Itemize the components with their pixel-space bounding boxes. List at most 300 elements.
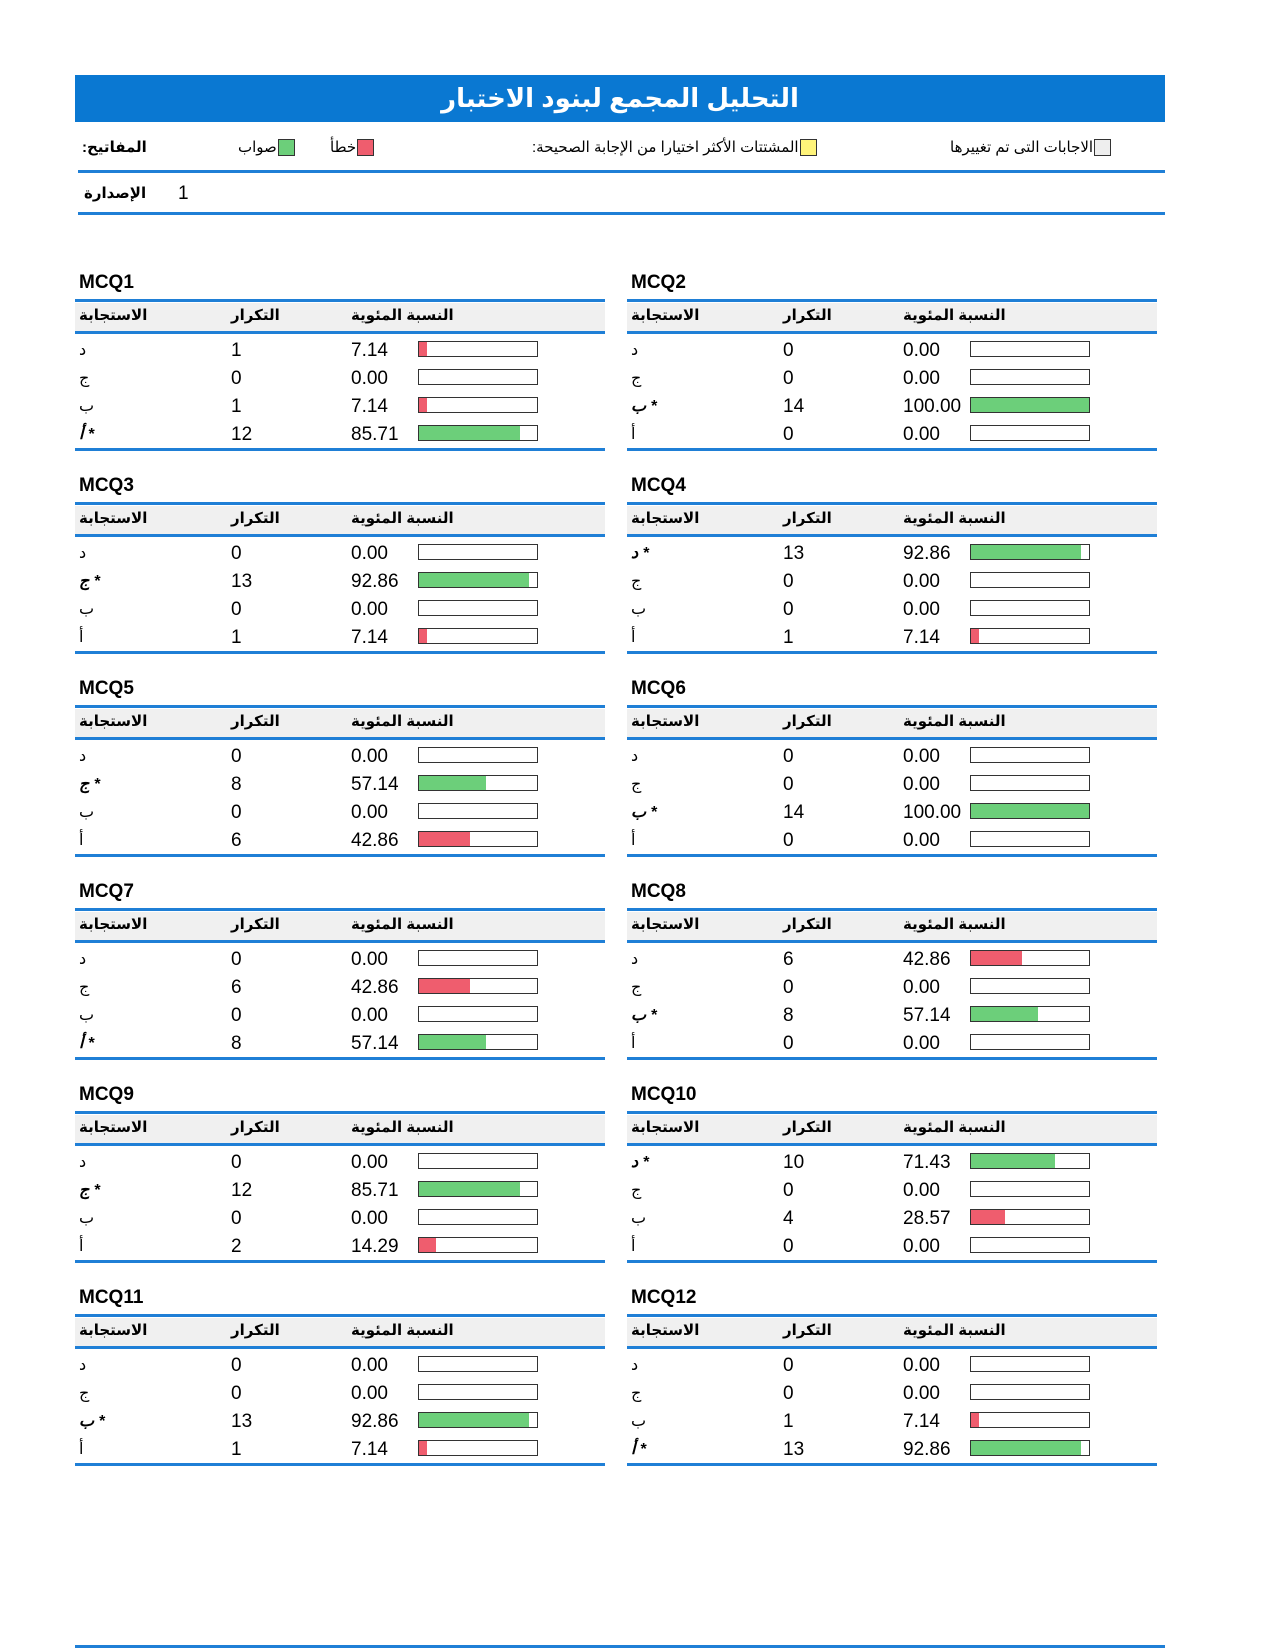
response-percent: 100.00 [903, 802, 962, 823]
percent-bar [970, 1237, 1090, 1253]
percent-bar [970, 1034, 1090, 1050]
percent-bar [418, 1209, 538, 1225]
percent-bar-fill [971, 545, 1081, 559]
question-panel [627, 475, 1157, 665]
response-row [627, 392, 1157, 420]
question-header-rule [627, 534, 1157, 537]
response-count: 0 [783, 368, 794, 389]
response-row [627, 364, 1157, 392]
percent-bar-fill [419, 832, 470, 846]
response-row [75, 567, 605, 595]
response-row [627, 945, 1157, 973]
percent-bar-fill [971, 1210, 1005, 1224]
response-count: 14 [783, 802, 805, 823]
response-percent: 57.14 [351, 774, 399, 795]
legend-label: :المفاتيح [82, 139, 147, 156]
question-top-rule [75, 1314, 605, 1317]
response-percent: 71.43 [903, 1152, 951, 1173]
legend-changed [950, 138, 1111, 156]
response-percent: 0.00 [903, 368, 940, 389]
question-panel [627, 678, 1157, 868]
response-option: ب [631, 601, 647, 618]
response-option: ج [631, 573, 642, 590]
percent-bar [418, 628, 538, 644]
response-percent: 0.00 [903, 424, 940, 445]
response-row [627, 539, 1157, 567]
question-header-rule [627, 1346, 1157, 1349]
response-percent: 0.00 [903, 1033, 940, 1054]
response-count: 1 [783, 1411, 794, 1432]
response-row [75, 945, 605, 973]
response-percent: 92.86 [351, 1411, 399, 1432]
question-panel [75, 881, 605, 1071]
percent-bar [970, 1440, 1090, 1456]
response-option: ج [79, 1385, 90, 1402]
response-count: 0 [231, 1208, 242, 1229]
header-percent: النسبة المئوية [903, 510, 1006, 527]
header-count: التكرار [231, 713, 280, 730]
response-percent: 0.00 [903, 774, 940, 795]
legend-wrong-swatch [357, 139, 374, 156]
response-count: 1 [231, 396, 242, 417]
response-row [627, 1001, 1157, 1029]
percent-bar-fill [971, 1413, 979, 1427]
response-option: د * [631, 1154, 649, 1171]
question-header [75, 1318, 605, 1346]
question-header-rule [627, 1143, 1157, 1146]
question-bottom-rule [75, 854, 605, 857]
question-header-rule [75, 1346, 605, 1349]
response-count: 8 [231, 774, 242, 795]
response-count: 8 [231, 1033, 242, 1054]
response-option: أ [79, 1238, 84, 1255]
question-bottom-rule [627, 1057, 1157, 1060]
response-count: 6 [231, 977, 242, 998]
response-option: ب [79, 601, 95, 618]
response-count: 10 [783, 1152, 805, 1173]
header-response: الاستجابة [631, 510, 700, 527]
percent-bar-fill [419, 1441, 427, 1455]
header-response: الاستجابة [631, 713, 700, 730]
header-response: الاستجابة [631, 916, 700, 933]
question-top-rule [627, 1111, 1157, 1114]
response-option: أ [79, 1441, 84, 1458]
response-percent: 0.00 [351, 543, 388, 564]
response-row [75, 1435, 605, 1463]
response-percent: 42.86 [351, 830, 399, 851]
response-count: 0 [783, 1355, 794, 1376]
legend-wrong [330, 138, 374, 156]
question-top-rule [627, 1314, 1157, 1317]
question-bottom-rule [75, 1260, 605, 1263]
header-count: التكرار [231, 307, 280, 324]
response-option: ب [79, 1210, 95, 1227]
question-panel [75, 475, 605, 665]
response-percent: 57.14 [903, 1005, 951, 1026]
legend-correct-swatch [278, 139, 295, 156]
response-percent: 7.14 [903, 627, 940, 648]
report-title: التحليل المجمع لبنود الاختبار [75, 75, 1165, 122]
percent-bar [970, 1006, 1090, 1022]
response-option: ج [79, 370, 90, 387]
response-percent: 0.00 [903, 830, 940, 851]
percent-bar [418, 1006, 538, 1022]
percent-bar-fill [971, 1441, 1081, 1455]
percent-bar [418, 544, 538, 560]
response-row [627, 1176, 1157, 1204]
percent-bar-fill [419, 1035, 486, 1049]
question-panel [75, 1084, 605, 1274]
response-option: د [79, 748, 87, 765]
percent-bar-fill [971, 1154, 1055, 1168]
response-count: 0 [231, 802, 242, 823]
response-row [627, 1029, 1157, 1057]
percent-bar [970, 1412, 1090, 1428]
question-title: MCQ8 [631, 881, 686, 902]
question-bottom-rule [627, 1260, 1157, 1263]
percent-bar-fill [419, 426, 520, 440]
response-percent: 0.00 [903, 1180, 940, 1201]
response-row [627, 1148, 1157, 1176]
legend [80, 130, 1150, 170]
header-response: الاستجابة [79, 713, 148, 730]
percent-bar-fill [971, 1007, 1038, 1021]
question-header-rule [75, 940, 605, 943]
question-header [627, 1115, 1157, 1143]
legend-distractor [532, 138, 817, 156]
response-row [75, 1351, 605, 1379]
percent-bar [418, 775, 538, 791]
percent-bar [418, 600, 538, 616]
percent-bar-fill [971, 629, 979, 643]
percent-bar-fill [419, 573, 529, 587]
percent-bar [970, 1384, 1090, 1400]
legend-distractor-swatch [800, 139, 817, 156]
response-row [627, 623, 1157, 651]
question-panel [75, 678, 605, 868]
response-option: ج * [79, 776, 100, 793]
question-header [75, 1115, 605, 1143]
percent-bar [418, 1181, 538, 1197]
response-option: أ * [79, 426, 95, 443]
response-percent: 7.14 [351, 396, 388, 417]
question-top-rule [627, 299, 1157, 302]
question-header [627, 506, 1157, 534]
response-percent: 0.00 [351, 746, 388, 767]
response-row [75, 539, 605, 567]
response-percent: 7.14 [903, 1411, 940, 1432]
response-option: ب [79, 804, 95, 821]
response-option: ب [79, 398, 95, 415]
response-row [75, 1407, 605, 1435]
response-percent: 0.00 [351, 1355, 388, 1376]
response-count: 0 [231, 746, 242, 767]
response-row [75, 1232, 605, 1260]
response-row [627, 595, 1157, 623]
response-option: ج [631, 979, 642, 996]
percent-bar [970, 775, 1090, 791]
response-option: أ [631, 1035, 636, 1052]
response-count: 2 [231, 1236, 242, 1257]
response-count: 1 [231, 340, 242, 361]
response-percent: 57.14 [351, 1033, 399, 1054]
question-title: MCQ7 [79, 881, 134, 902]
question-header [75, 709, 605, 737]
percent-bar [418, 831, 538, 847]
response-percent: 85.71 [351, 424, 399, 445]
percent-bar-fill [419, 1413, 529, 1427]
response-row [627, 420, 1157, 448]
response-row [627, 336, 1157, 364]
question-header-rule [627, 331, 1157, 334]
header-response: الاستجابة [79, 307, 148, 324]
response-option: ج * [79, 573, 100, 590]
header-response: الاستجابة [79, 1322, 148, 1339]
response-percent: 7.14 [351, 1439, 388, 1460]
percent-bar [970, 1153, 1090, 1169]
response-row [627, 770, 1157, 798]
percent-bar [970, 803, 1090, 819]
response-row [627, 826, 1157, 854]
percent-bar [970, 978, 1090, 994]
legend-divider [78, 170, 1165, 173]
response-row [75, 973, 605, 1001]
response-count: 6 [231, 830, 242, 851]
response-percent: 0.00 [903, 340, 940, 361]
response-percent: 42.86 [903, 949, 951, 970]
question-title: MCQ11 [79, 1287, 144, 1308]
response-percent: 14.29 [351, 1236, 399, 1257]
response-option: ج [631, 370, 642, 387]
question-title: MCQ6 [631, 678, 686, 699]
question-header-rule [75, 1143, 605, 1146]
legend-wrong-label: خطأ [330, 139, 357, 156]
response-row [627, 567, 1157, 595]
response-option: د [631, 342, 639, 359]
question-panel [627, 272, 1157, 462]
response-option: أ [79, 629, 84, 646]
response-percent: 0.00 [351, 949, 388, 970]
question-title: MCQ5 [79, 678, 134, 699]
question-header [627, 303, 1157, 331]
header-percent: النسبة المئوية [351, 713, 454, 730]
header-percent: النسبة المئوية [351, 307, 454, 324]
response-percent: 100.00 [903, 396, 962, 417]
header-count: التكرار [231, 1322, 280, 1339]
response-row [75, 826, 605, 854]
percent-bar [970, 1181, 1090, 1197]
response-percent: 85.71 [351, 1180, 399, 1201]
legend-changed-swatch [1094, 139, 1111, 156]
response-row [627, 742, 1157, 770]
header-percent: النسبة المئوية [351, 916, 454, 933]
response-option: ب * [79, 1413, 105, 1430]
header-percent: النسبة المئوية [903, 1119, 1006, 1136]
response-percent: 0.00 [351, 802, 388, 823]
response-count: 0 [231, 599, 242, 620]
response-percent: 0.00 [903, 1355, 940, 1376]
response-option: د [79, 951, 87, 968]
percent-bar [970, 1209, 1090, 1225]
response-row [75, 1379, 605, 1407]
response-percent: 0.00 [351, 599, 388, 620]
legend-changed-label: الاجابات التى تم تغييرها [950, 139, 1094, 156]
response-option: ب * [631, 804, 657, 821]
percent-bar [970, 1356, 1090, 1372]
response-percent: 7.14 [351, 627, 388, 648]
percent-bar [970, 544, 1090, 560]
response-count: 4 [783, 1208, 794, 1229]
response-row [75, 798, 605, 826]
response-count: 13 [231, 1411, 253, 1432]
percent-bar [970, 628, 1090, 644]
response-count: 8 [783, 1005, 794, 1026]
response-count: 0 [783, 340, 794, 361]
header-count: التكرار [783, 307, 832, 324]
response-row [75, 392, 605, 420]
response-option: أ [631, 629, 636, 646]
percent-bar [970, 831, 1090, 847]
response-percent: 92.86 [903, 1439, 951, 1460]
header-percent: النسبة المئوية [903, 1322, 1006, 1339]
header-percent: النسبة المئوية [903, 307, 1006, 324]
response-option: أ * [79, 1035, 95, 1052]
question-bottom-rule [75, 1463, 605, 1466]
percent-bar [418, 425, 538, 441]
response-count: 14 [783, 396, 805, 417]
percent-bar-fill [419, 776, 486, 790]
response-count: 1 [231, 1439, 242, 1460]
percent-bar [970, 425, 1090, 441]
response-count: 0 [783, 977, 794, 998]
header-count: التكرار [783, 713, 832, 730]
version-label: الإصدارة [84, 185, 147, 202]
response-option: ب [79, 1007, 95, 1024]
response-option: ج [631, 1182, 642, 1199]
header-percent: النسبة المئوية [903, 713, 1006, 730]
header-response: الاستجابة [79, 916, 148, 933]
response-row [75, 364, 605, 392]
percent-bar-fill [419, 629, 427, 643]
response-option: أ [631, 1238, 636, 1255]
question-panel [627, 881, 1157, 1071]
response-option: د [79, 342, 87, 359]
response-option: ب * [631, 1007, 657, 1024]
response-count: 0 [783, 746, 794, 767]
response-percent: 0.00 [903, 599, 940, 620]
response-count: 0 [783, 1383, 794, 1404]
percent-bar [418, 1384, 538, 1400]
response-count: 0 [231, 1355, 242, 1376]
header-percent: النسبة المئوية [351, 510, 454, 527]
header-percent: النسبة المئوية [351, 1322, 454, 1339]
response-percent: 0.00 [903, 1236, 940, 1257]
response-row [627, 1232, 1157, 1260]
response-option: ج [631, 776, 642, 793]
response-option: ب [631, 1210, 647, 1227]
question-top-rule [627, 502, 1157, 505]
question-bottom-rule [627, 1463, 1157, 1466]
question-header [75, 506, 605, 534]
response-option: د [79, 545, 87, 562]
response-row [627, 973, 1157, 1001]
question-header [627, 912, 1157, 940]
response-row [627, 1379, 1157, 1407]
response-count: 0 [783, 830, 794, 851]
response-count: 12 [231, 1180, 253, 1201]
question-title: MCQ4 [631, 475, 686, 496]
response-option: ب * [631, 398, 657, 415]
response-option: د [631, 1357, 639, 1374]
percent-bar [970, 747, 1090, 763]
question-header-rule [627, 940, 1157, 943]
version-divider [78, 212, 1165, 215]
header-count: التكرار [231, 916, 280, 933]
response-count: 0 [783, 1236, 794, 1257]
response-row [75, 1029, 605, 1057]
percent-bar [418, 1034, 538, 1050]
question-title: MCQ1 [79, 272, 134, 293]
response-count: 0 [231, 1383, 242, 1404]
percent-bar-fill [419, 398, 427, 412]
question-title: MCQ9 [79, 1084, 134, 1105]
response-row [75, 742, 605, 770]
response-percent: 92.86 [903, 543, 951, 564]
response-count: 0 [231, 543, 242, 564]
response-row [75, 1148, 605, 1176]
response-count: 0 [783, 774, 794, 795]
legend-correct-label: صواب [238, 139, 277, 156]
percent-bar [970, 397, 1090, 413]
percent-bar [970, 600, 1090, 616]
percent-bar-fill [971, 951, 1022, 965]
response-percent: 0.00 [903, 977, 940, 998]
response-option: ج [631, 1385, 642, 1402]
response-percent: 0.00 [351, 1005, 388, 1026]
header-count: التكرار [783, 510, 832, 527]
question-top-rule [75, 705, 605, 708]
percent-bar [418, 1412, 538, 1428]
percent-bar [418, 369, 538, 385]
response-percent: 0.00 [351, 1383, 388, 1404]
response-option: د [79, 1357, 87, 1374]
question-header [627, 709, 1157, 737]
response-count: 0 [783, 1033, 794, 1054]
percent-bar [418, 1237, 538, 1253]
question-header-rule [75, 737, 605, 740]
response-percent: 0.00 [351, 368, 388, 389]
response-option: د [79, 1154, 87, 1171]
question-top-rule [75, 1111, 605, 1114]
question-top-rule [627, 705, 1157, 708]
header-response: الاستجابة [631, 307, 700, 324]
question-header [75, 303, 605, 331]
response-count: 1 [783, 627, 794, 648]
response-percent: 42.86 [351, 977, 399, 998]
version-value: 1 [178, 183, 189, 204]
response-count: 0 [783, 424, 794, 445]
question-top-rule [75, 502, 605, 505]
percent-bar [418, 1153, 538, 1169]
response-row [627, 798, 1157, 826]
question-title: MCQ3 [79, 475, 134, 496]
percent-bar-fill [971, 804, 1089, 818]
percent-bar-fill [971, 398, 1089, 412]
percent-bar-fill [419, 342, 427, 356]
response-percent: 0.00 [351, 1152, 388, 1173]
response-percent: 92.86 [351, 571, 399, 592]
response-percent: 0.00 [903, 571, 940, 592]
